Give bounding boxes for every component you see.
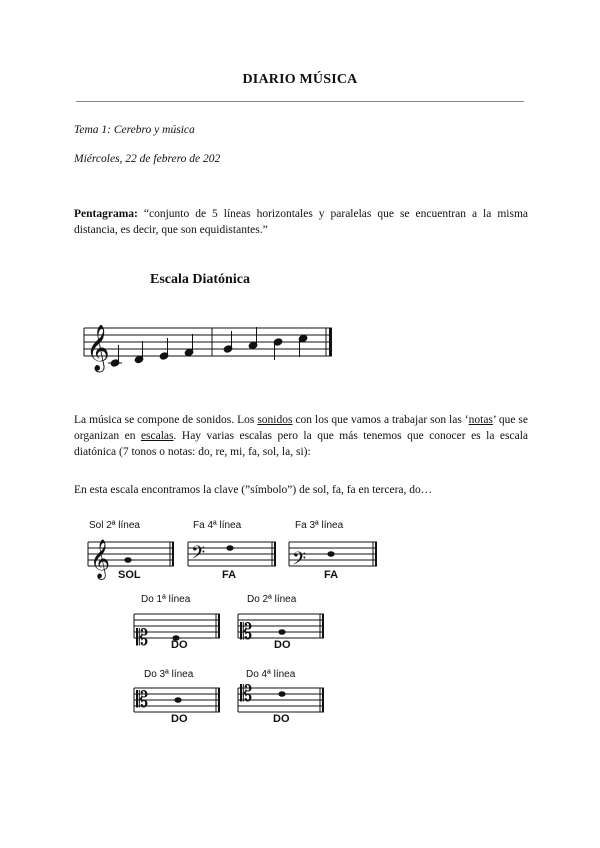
final-thick-bar bbox=[329, 328, 332, 356]
treble-clef-icon: 𝄞 bbox=[86, 325, 110, 371]
clefs-paragraph: En esta escala encontramos la clave (”símbolo”) de sol, fa, fa en tercera, do… bbox=[74, 484, 433, 496]
page-title: DIARIO MÚSICA bbox=[242, 72, 358, 87]
note-head bbox=[124, 557, 131, 563]
note-head bbox=[174, 697, 181, 703]
c-clef-icon: 𝄡 bbox=[240, 620, 253, 645]
note-label-sol: SOL bbox=[118, 569, 141, 581]
definition-paragraph bbox=[74, 206, 528, 238]
diatonic-scale-staff bbox=[82, 318, 340, 374]
clef-label-do2: Do 2ª línea bbox=[247, 594, 297, 605]
note-label-do4: DO bbox=[273, 713, 290, 725]
bass-clef-icon: 𝄢 bbox=[191, 543, 206, 568]
clef-label-fa4: Fa 4ª línea bbox=[193, 520, 242, 531]
clef-label-fa3: Fa 3ª línea bbox=[295, 520, 344, 531]
clef-label-sol2: Sol 2ª línea bbox=[89, 520, 140, 531]
note-label-do1: DO bbox=[171, 639, 188, 651]
underlined-notas: notas bbox=[468, 414, 493, 426]
note-head bbox=[278, 629, 285, 635]
bass-clef-icon: 𝄢 bbox=[292, 549, 307, 574]
treble-clef-icon: 𝄞 bbox=[90, 539, 111, 579]
clef-label-do4: Do 4ª línea bbox=[246, 669, 296, 680]
note-head bbox=[278, 691, 285, 697]
notes-paragraph: La música se compone de sonidos. Los sonidos con los que vamos a trabajar son las ‘notas’ que se organizan en escalas. Hay varias escalas pero la que más tenemos que conocer es la escala diatónica (7 tonos o notas: do, re, mi, fa, sol, la, si): bbox=[74, 414, 528, 458]
topic-line: Tema 1: Cerebro y música bbox=[74, 124, 195, 136]
clef-label-do3: Do 3ª línea bbox=[144, 669, 194, 680]
definition-term: Pentagrama: bbox=[74, 208, 138, 220]
note-label-fa4: FA bbox=[222, 569, 237, 581]
c-clef-icon: 𝄡 bbox=[136, 626, 149, 648]
title-divider bbox=[76, 101, 524, 102]
note-head bbox=[226, 545, 233, 551]
definition-text: “conjunto de 5 líneas horizontales y paralelas que se encuentran a la misma distancia, es decir, que son equidistantes.” bbox=[74, 208, 528, 236]
c-clef-icon: 𝄡 bbox=[240, 682, 253, 707]
note-label-do3: DO bbox=[171, 713, 188, 725]
underlined-sonidos: sonidos bbox=[257, 414, 293, 426]
note-label-do2: DO bbox=[274, 639, 291, 651]
date-line: Miércoles, 22 de febrero de 202 bbox=[74, 153, 221, 165]
clef-staff-fa4 bbox=[186, 534, 280, 574]
clef-label-do1: Do 1ª línea bbox=[141, 594, 191, 605]
note-head bbox=[327, 551, 334, 557]
underlined-escalas: escalas bbox=[140, 430, 174, 442]
note-label-fa3: FA bbox=[324, 569, 339, 581]
c-clef-icon: 𝄡 bbox=[136, 688, 149, 713]
scale-title: Escala Diatónica bbox=[150, 272, 250, 287]
clef-staff-fa3 bbox=[287, 534, 381, 574]
